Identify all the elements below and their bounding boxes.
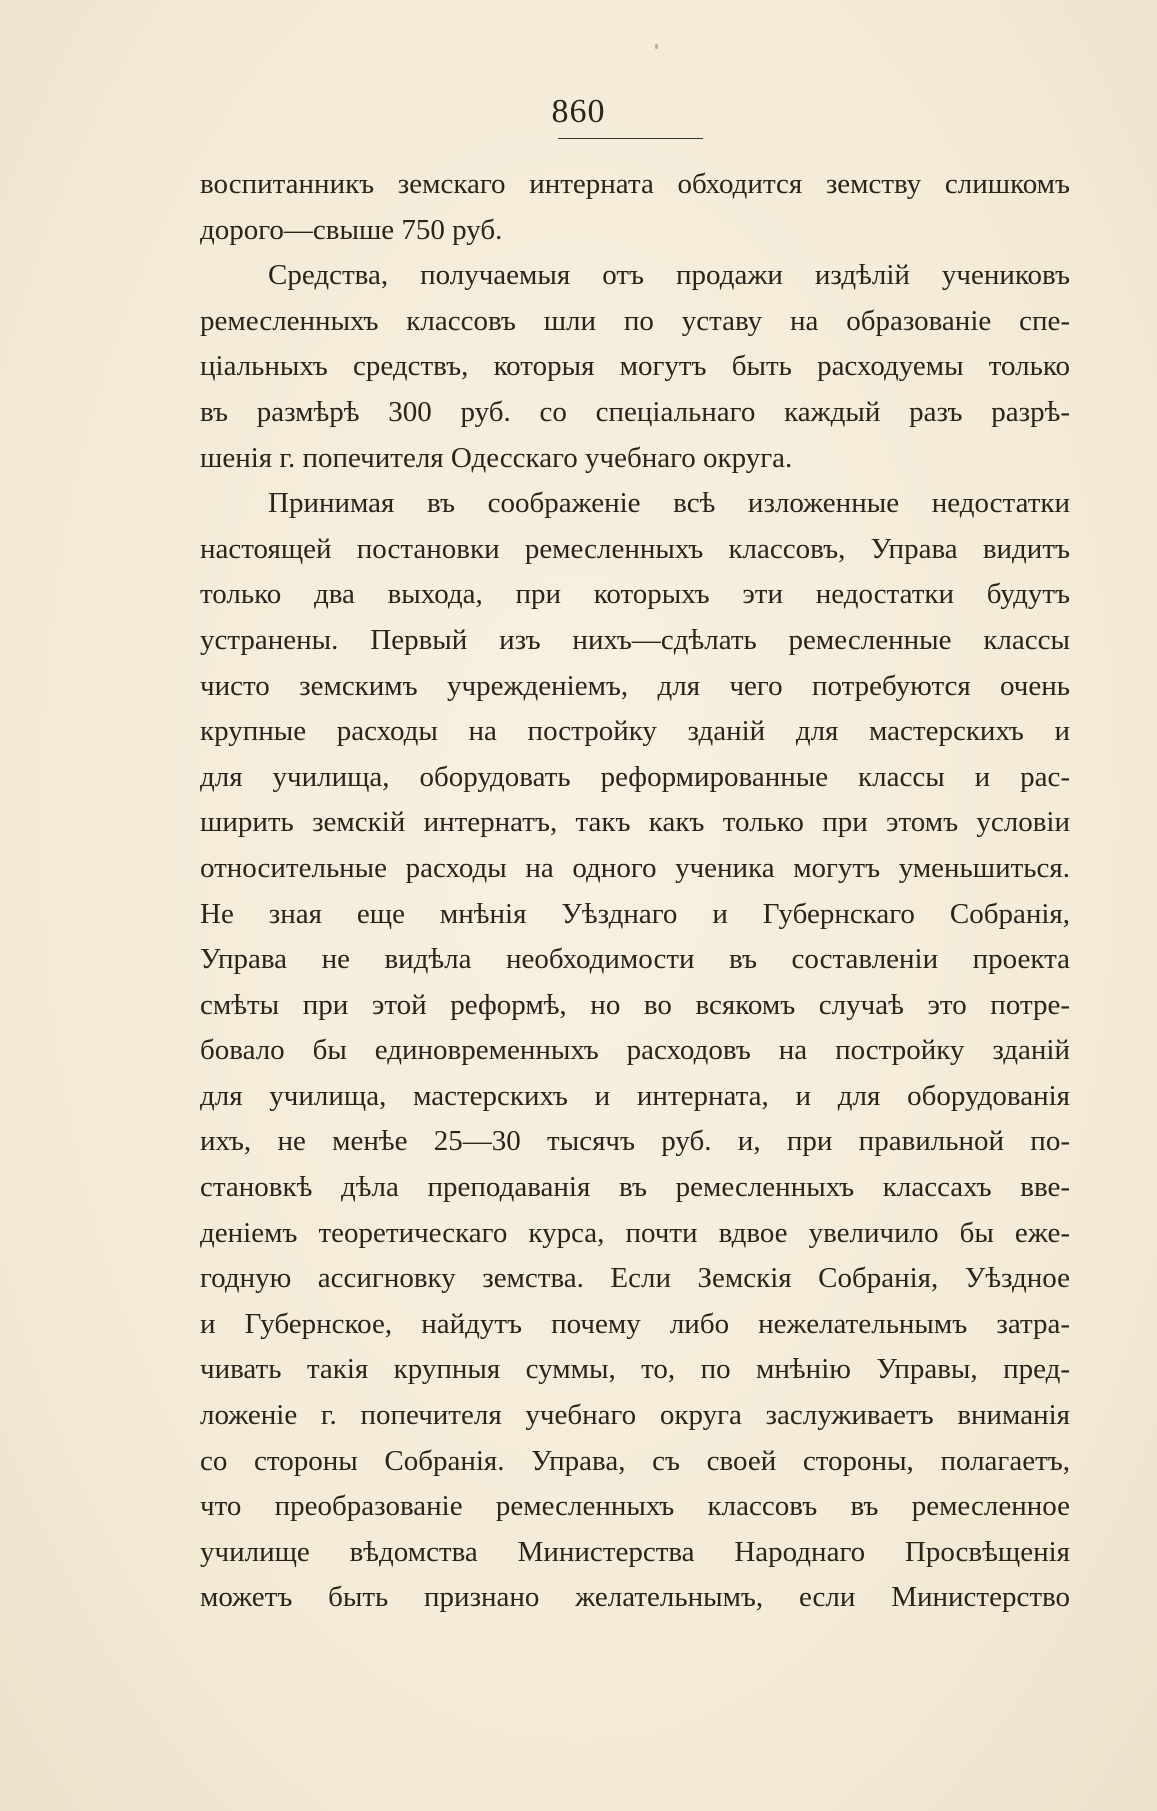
paragraph-first-line: Средства, получаемыя отъ продажи издѣлій учениковъ: [268, 259, 1070, 292]
body-text: [200, 162, 1070, 1621]
text-line: смѣты при этой реформѣ, но во всякомъ случаѣ это потре-: [200, 988, 1070, 1021]
text-line: ціальныхъ средствъ, которыя могутъ быть расходуемы только: [200, 350, 1070, 383]
text-line: бовало бы единовременныхъ расходовъ на постройку зданій: [200, 1034, 1070, 1067]
text-line: деніемъ теоретическаго курса, почти вдвое увеличило бы еже-: [200, 1216, 1070, 1249]
text-line: Не зная еще мнѣнія Уѣзднаго и Губернскаго Собранія,: [200, 897, 1070, 930]
text-line: со стороны Собранія. Управа, съ своей стороны, полагаетъ,: [200, 1444, 1070, 1477]
paper-speck: [655, 44, 658, 49]
text-line: и Губернское, найдутъ почему либо нежелательнымъ затра-: [200, 1307, 1070, 1340]
text-line: для училища, оборудовать реформированные классы и рас-: [200, 760, 1070, 793]
text-line: становкѣ дѣла преподаванія въ ремесленныхъ классахъ вве-: [200, 1171, 1070, 1204]
text-line: ширить земскій интернатъ, такъ какъ только при этомъ условіи: [200, 806, 1070, 839]
text-line: настоящей постановки ремесленныхъ классовъ, Управа видитъ: [200, 532, 1070, 565]
text-line: только два выхода, при которыхъ эти недостатки будутъ: [200, 578, 1070, 611]
text-line: можетъ быть признано желательнымъ, если Министерство: [200, 1581, 1070, 1614]
text-line: крупные расходы на постройку зданій для мастерскихъ и: [200, 715, 1070, 748]
paragraph-first-line: Принимая въ соображеніе всѣ изложенные недостатки: [268, 487, 1070, 520]
page-number: 860: [551, 93, 606, 130]
text-line: для училища, мастерскихъ и интерната, и для оборудованія: [200, 1079, 1070, 1112]
text-line: шенія г. попечителя Одесскаго учебнаго округа.: [200, 441, 793, 474]
text-line: ремесленныхъ классовъ шли по уставу на образованіе спе-: [200, 304, 1070, 337]
text-line: ложеніе г. попечителя учебнаго округа заслуживаетъ вниманія: [200, 1399, 1070, 1432]
text-line: чивать такія крупныя суммы, то, по мнѣнію Управы, пред-: [200, 1353, 1070, 1386]
text-line: ихъ, не менѣе 25—30 тысячъ руб. и, при правильной по-: [200, 1125, 1070, 1158]
text-line: въ размѣрѣ 300 руб. со спеціальнаго каждый разъ разрѣ-: [200, 395, 1070, 428]
text-line: училище вѣдомства Министерства Народнаго Просвѣщенія: [200, 1535, 1070, 1568]
text-line: дорого—свыше 750 руб.: [200, 213, 503, 246]
text-line: Управа не видѣла необходимости въ составленіи проекта: [200, 943, 1070, 976]
text-line: что преобразованіе ремесленныхъ классовъ въ ремесленное: [200, 1490, 1070, 1523]
text-line: воспитанникъ земскаго интерната обходится земству слишкомъ: [200, 168, 1070, 200]
text-line: устранены. Первый изъ нихъ—сдѣлать ремесленные классы: [200, 623, 1070, 656]
text-line: годную ассигновку земства. Если Земскія Собранія, Уѣздное: [200, 1262, 1070, 1295]
page-number-rule: [558, 138, 703, 139]
text-line: относительные расходы на одного ученика могутъ уменьшиться.: [200, 851, 1070, 884]
text-line: чисто земскимъ учрежденіемъ, для чего потребуются очень: [200, 669, 1070, 702]
